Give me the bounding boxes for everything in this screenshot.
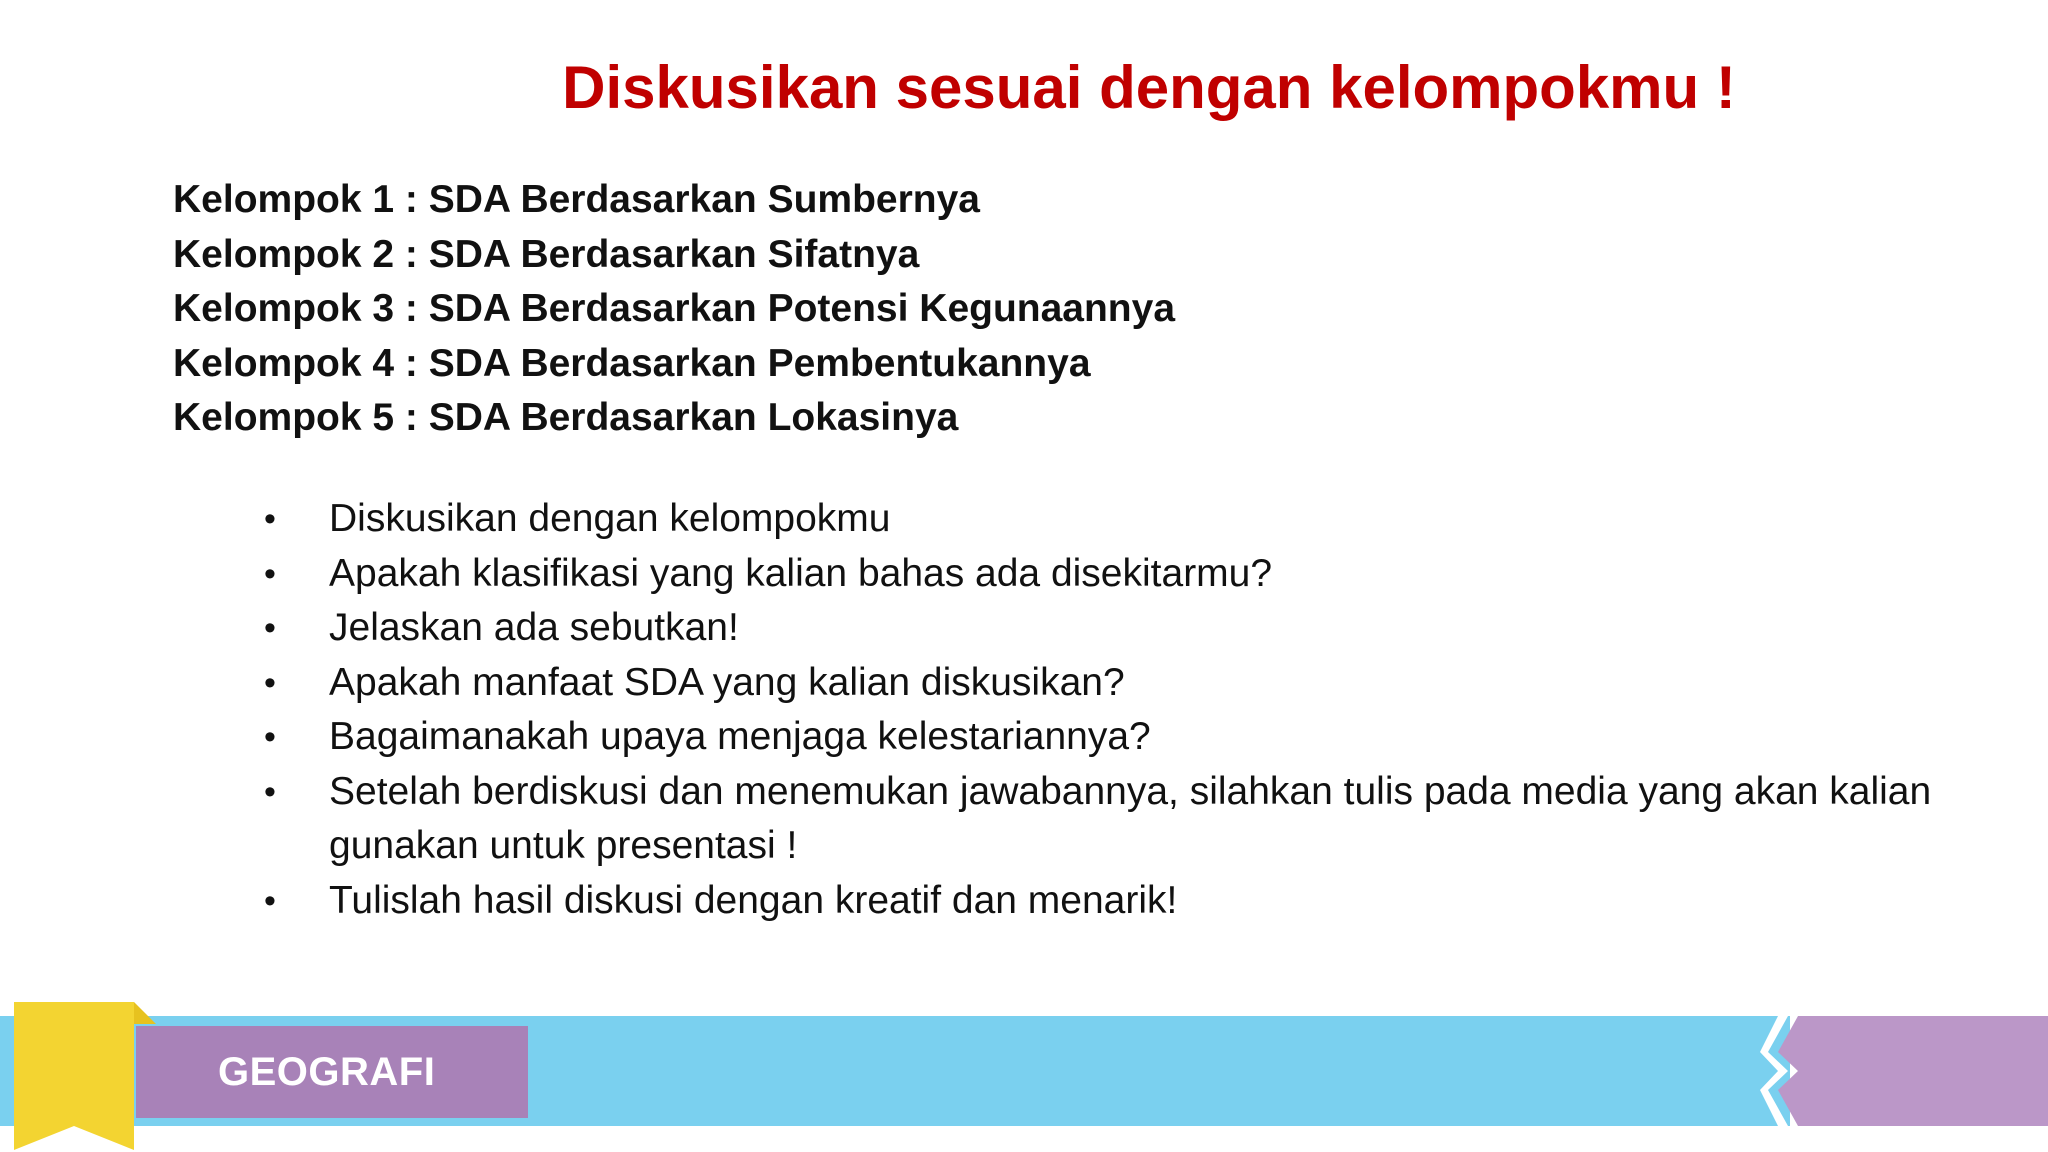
bullet-icon: •	[264, 554, 276, 593]
task-text: Bagaimanakah upaya menjaga kelestariannya?	[329, 715, 1151, 758]
bullet-icon: •	[264, 718, 276, 756]
task-text: Apakah klasifikasi yang kalian bahas ada disekitarmu?	[329, 551, 1273, 595]
group-item-2: Kelompok 2 : SDA Berdasarkan Sifatnya	[173, 232, 920, 276]
task-item-4	[262, 656, 1942, 711]
slide-title: Diskusikan sesuai dengan kelompokmu !	[562, 54, 1736, 121]
task-item-3	[262, 601, 1942, 656]
task-text: Diskusikan dengan kelompokmu	[329, 497, 891, 540]
task-item-1	[262, 492, 1942, 547]
task-text: Jelaskan ada sebutkan!	[329, 606, 739, 649]
task-text: Tulislah hasil diskusi dengan kreatif dan menarik!	[329, 878, 1178, 922]
task-text: Apakah manfaat SDA yang kalian diskusikan?	[329, 660, 1125, 704]
task-item-5	[262, 710, 1942, 765]
ribbon-fold	[134, 1002, 156, 1024]
subject-label: GEOGRAFI	[218, 1050, 436, 1094]
group-item-5: Kelompok 5 : SDA Berdasarkan Lokasinya	[173, 396, 959, 439]
bullet-icon: •	[264, 609, 276, 647]
bullet-icon: •	[264, 772, 276, 811]
group-item-3: Kelompok 3 : SDA Berdasarkan Potensi Kegunaannya	[173, 287, 1176, 330]
group-list	[173, 173, 1175, 446]
bookmark-ribbon-icon	[14, 1002, 134, 1150]
bullet-icon: •	[264, 500, 276, 538]
footer-right-tab	[1768, 1016, 2048, 1126]
bullet-icon: •	[264, 881, 276, 920]
group-item-4: Kelompok 4 : SDA Berdasarkan Pembentukannya	[173, 341, 1091, 385]
bullet-icon: •	[264, 663, 276, 702]
task-item-6	[262, 765, 1942, 874]
task-list	[262, 492, 1942, 928]
task-text: Setelah berdiskusi dan menemukan jawabannya, silahkan tulis pada media yang akan kalian gunakan untuk presentasi !	[329, 769, 1932, 867]
task-item-7	[262, 874, 1942, 929]
task-item-2	[262, 547, 1942, 602]
group-item-1: Kelompok 1 : SDA Berdasarkan Sumbernya	[173, 178, 980, 221]
